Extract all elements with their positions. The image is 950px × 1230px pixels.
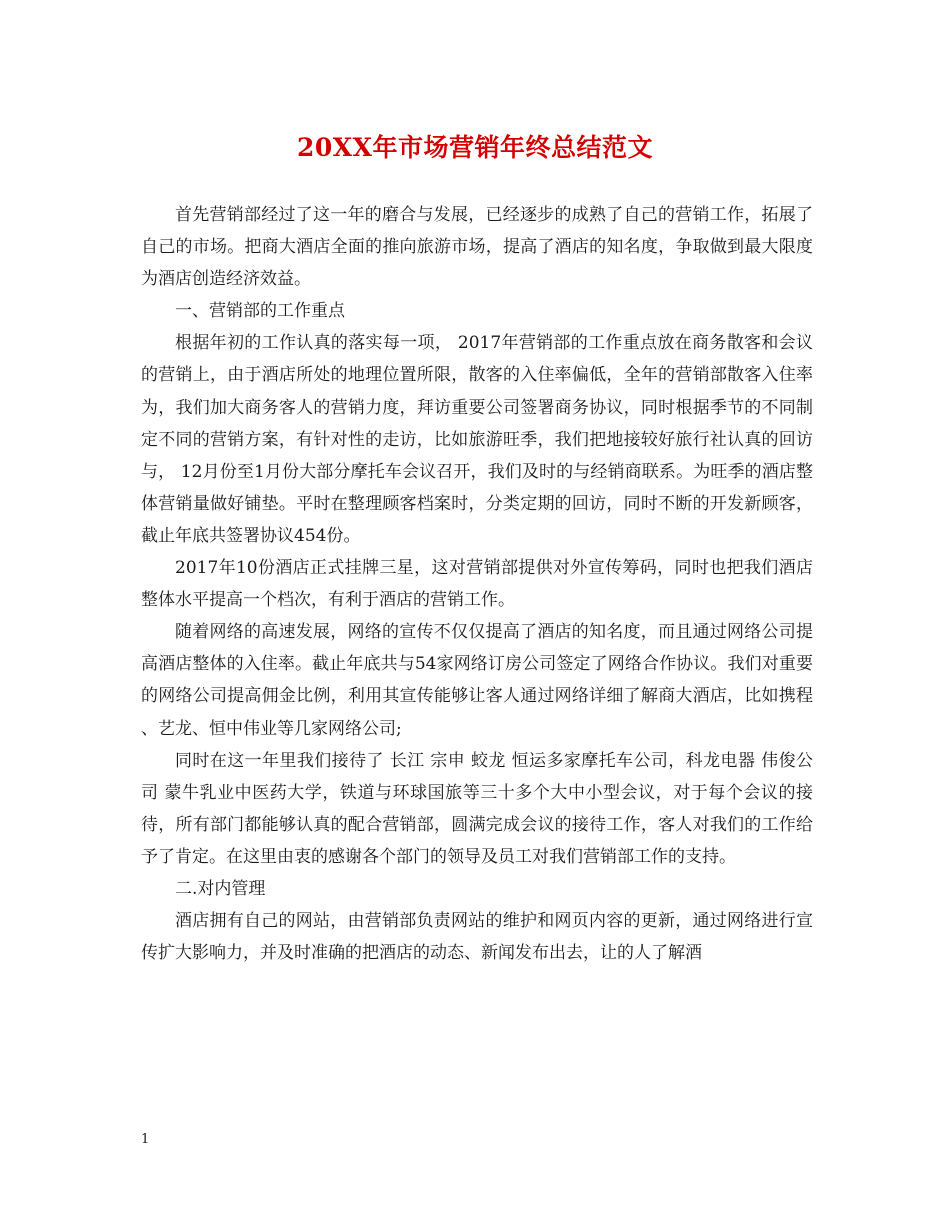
section-heading-2: 二.对内管理 [175,878,266,899]
document-title: 20XX年市场营销年终总结范文 [296,133,654,162]
paragraph-work-focus: 根据年初的工作认真的落实每一项， 2017年营销部的工作重点放在商务散客和会议的营销上，由于酒店所处的地理位置所限，散客的入住率偏低，全年的营销部散客入住率为，我们加大商务客人的营销力度，拜访重要公司签署商务协议，同时根据季节的不同制定不同的营销方案，有针对性的走访，比如旅游旺季，我们把地接较好旅行社认真的回访与， 12月份至1月份大部分摩托车会议召开，我们及时的与经销商联系。为旺季的酒店整体营销量做好铺垫。平时在整理顾客档案时，分类定期的回访，同时不断的开发新顾客，截止年底共签署协议454份。 [141,333,813,546]
section-heading-1: 一、营销部的工作重点 [175,301,345,322]
paragraph-conferences: 同时在这一年里我们接待了 长江 宗申 蛟龙 恒运多家摩托车公司，科龙电器 伟俊公司 蒙牛乳业中医药大学，铁道与环球国旅等三十多个大中小型会议，对于每个会议的接待，所有部门都能够认真的配合营销部，圆满完成会议的接待工作，客人对我们的工作给予了肯定。在这里由衷的感谢各个部门的领导及员工对我们营销部工作的支持。 [141,750,813,867]
paragraph-three-star: 2017年10份酒店正式挂牌三星，这对营销部提供对外宣传筹码，同时也把我们酒店整体水平提高一个档次，有利于酒店的营销工作。 [141,558,813,611]
paragraph-intro: 首先营销部经过了这一年的磨合与发展，已经逐步的成熟了自己的营销工作，拓展了自己的市场。把商大酒店全面的推向旅游市场，提高了酒店的知名度，争取做到最大限度为酒店创造经济效益。 [141,205,813,290]
paragraph-network: 随着网络的高速发展，网络的宣传不仅仅提高了酒店的知名度，而且通过网络公司提高酒店整体的入住率。截止年底共与54家网络订房公司签定了网络合作协议。我们对重要的网络公司提高佣金比例，利用其宣传能够让客人通过网络详细了解商大酒店，比如携程 、艺龙、恒中伟业等几家网络公司; [141,622,813,739]
document-body [141,199,813,969]
page-number: 1 [141,1132,150,1147]
paragraph-website: 酒店拥有自己的网站，由营销部负责网站的维护和网页内容的更新，通过网络进行宣传扩大影响力，并及时准确的把酒店的动态、新闻发布出去，让的人了解酒 [141,911,813,964]
